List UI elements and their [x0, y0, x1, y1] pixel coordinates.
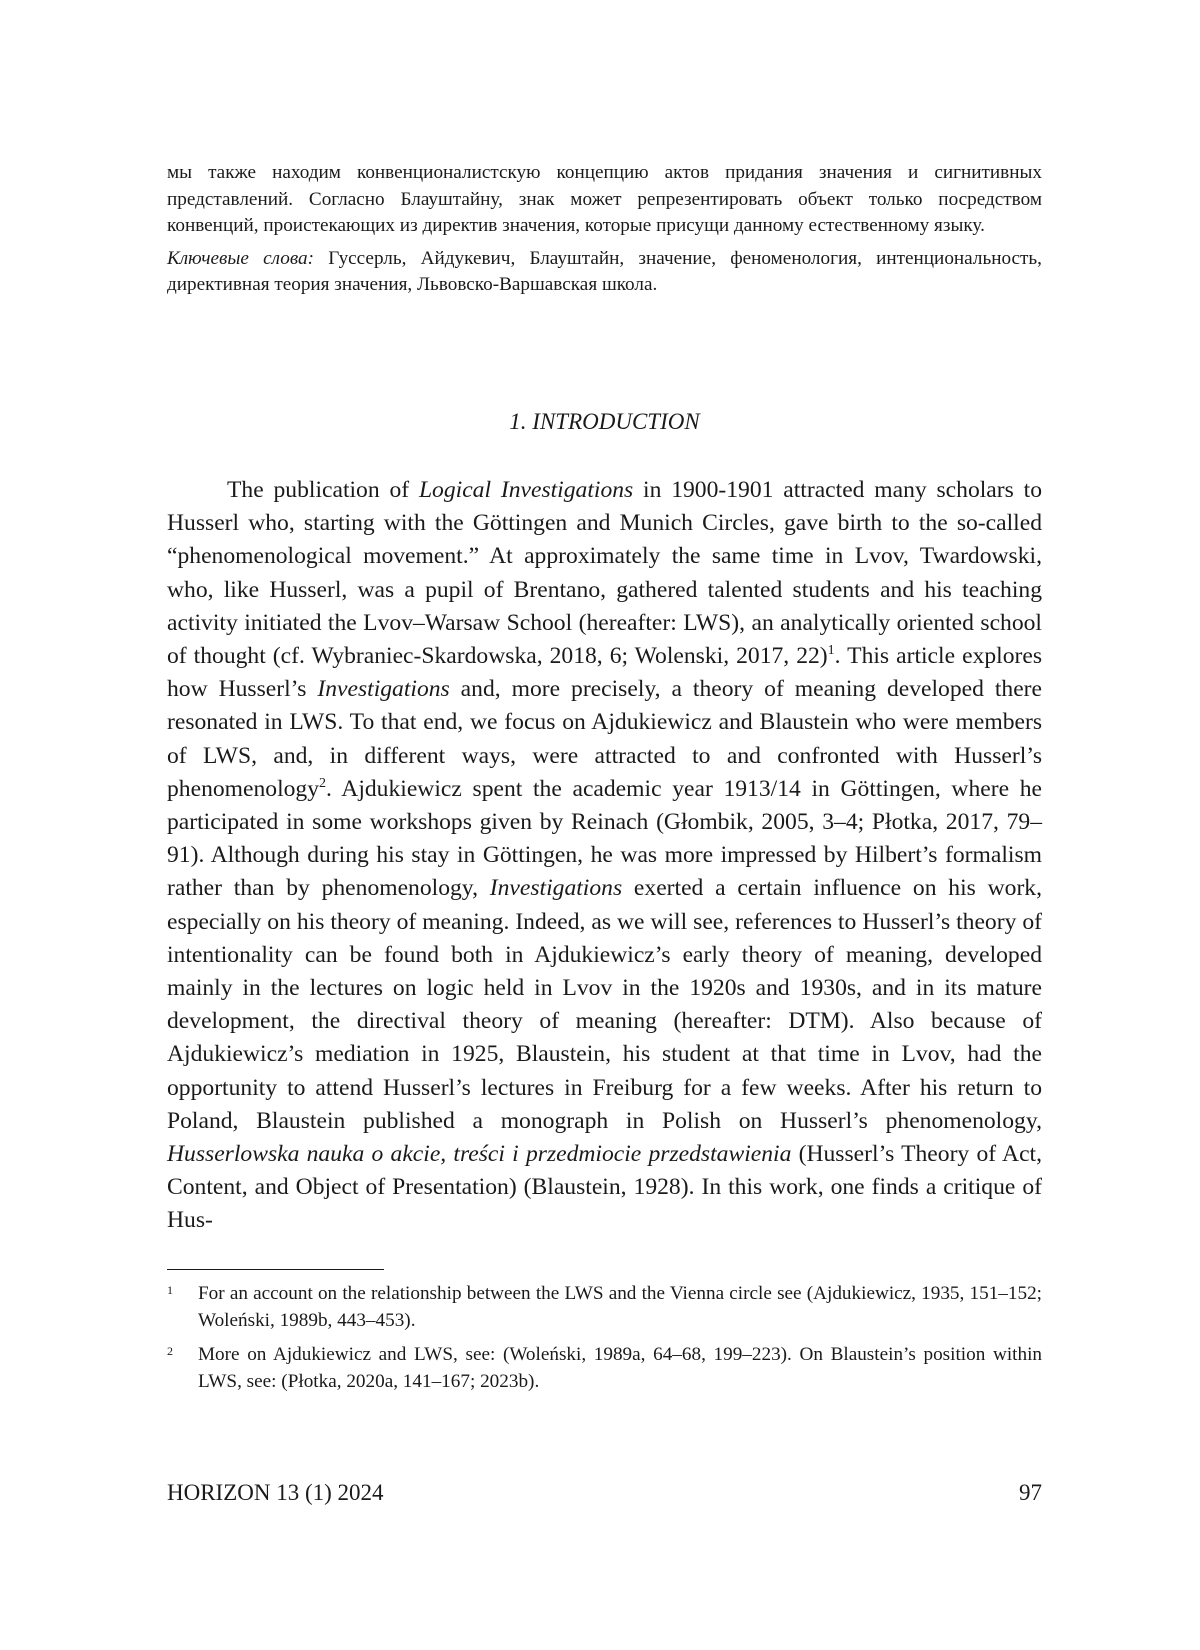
keywords-text: Гуссерль, Айдукевич, Блауштайн, значение, феноменология, интенциональность, директивная теория значения, Львовско-Варшавская школа. [167, 247, 1042, 295]
footnote-ref-2[interactable]: 2 [319, 775, 327, 791]
italic-title: Logical Investigations [418, 477, 634, 503]
text-run: (Husserl’s Theory of Act, Content, and Object of Presentation) (Blaustein, 1928). In this work, one finds a critique of Hus- [167, 1141, 1042, 1234]
footnote-text: More on Ajdukiewicz and LWS, see: (Woleński, 1989a, 64–68, 199–223). On Blaustein’s position within LWS, see: (Płotka, 2020a, 141–167; 2023b). [198, 1344, 1042, 1392]
body-text [167, 474, 1042, 1238]
text-run: The publication of [227, 477, 419, 503]
italic-title: Investigations [317, 676, 450, 703]
footnote-number: 2 [167, 1344, 173, 1358]
page-number: 97 [1019, 1480, 1042, 1505]
footnotes [167, 1281, 1042, 1403]
section-heading: 1. INTRODUCTION [509, 409, 700, 434]
text-run: . This article explores how Husserl’s [167, 643, 1043, 703]
keywords-label: Ключевые слова: [167, 247, 314, 269]
footnote-2 [167, 1342, 1042, 1395]
footnote-text: For an account on the relationship between the LWS and the Vienna circle see (Ajdukiewicz, 1935, 151–152; Woleński, 1989b, 443–453). [198, 1283, 1042, 1331]
text-run: exerted a certain influence on his work, especially on his theory of meaning. Indeed, as we will see, references to Husserl’s theory of intentionality can be found both in Ajdukiewicz’s early theory of meaning, developed mainly in the lectures on logic held in Lvov in the 1920s and 1930s, and in its mature development, the directival theory of meaning (hereafter: DTM). Also because of Ajdukiewicz’s mediation in 1925, Blaustein, his student at that time in Lvov, had the opportunity to attend Husserl’s lectures in Freiburg for a few weeks. After his return to Poland, Blaustein published a monograph in Polish on Husserl’s phenomenology, [167, 875, 1042, 1134]
journal-name: HORIZON 13 (1) 2024 [167, 1480, 384, 1505]
russian-abstract [167, 160, 1042, 299]
abstract-paragraph: мы также находим конвенционалистскую концепцию актов придания значения и сигнитивных представлений. Согласно Блауштайну, знак может репрезентировать объект только посредством конвенций, проистекающих из директив значения, которые присущи данному естественному языку. [167, 162, 1042, 236]
footnote-number: 1 [167, 1283, 173, 1297]
text-run: in 1900-1901 attracted many scholars to Husserl who, starting with the Göttingen and Munich Circles, gave birth to the so-called “phenomenological movement.” At approximately the same time in Lvov, Twardowski, who, like Husserl, was a pupil of Brentano, gathered talented students and his teaching activity initiated the Lvov–Warsaw School (hereafter: LWS), an analytically oriented school of thought (cf. Wybraniec-Skardowska, 2018, 6; Wolenski, 2017, 22) [167, 477, 1042, 670]
introduction-paragraph [167, 474, 1042, 1238]
keywords-line [167, 246, 1042, 299]
footnote-1 [167, 1281, 1042, 1334]
italic-title: Husserlowska nauka o akcie, treści i przedmiocie przedstawienia [167, 1141, 792, 1168]
text-run: and, more precisely, a theory of meaning developed there resonated in LWS. To that end, we focus on Ajdukiewicz and Blaustein who were members of LWS, and, in different ways, were attracted to and confronted with Husserl’s phenomenology [167, 676, 1042, 802]
text-run: . Ajdukiewicz spent the academic year 1913/14 in Göttingen, where he participated in some workshops given by Reinach (Głombik, 2005, 3–4; Płotka, 2017, 79–91). Although during his stay in Göttingen, he was more impressed by Hilbert’s formalism rather than by phenomenology, [167, 775, 1042, 902]
footnote-separator [167, 1269, 384, 1270]
footnote-ref-1[interactable]: 1 [827, 643, 835, 659]
italic-title: Investigations [489, 875, 623, 902]
